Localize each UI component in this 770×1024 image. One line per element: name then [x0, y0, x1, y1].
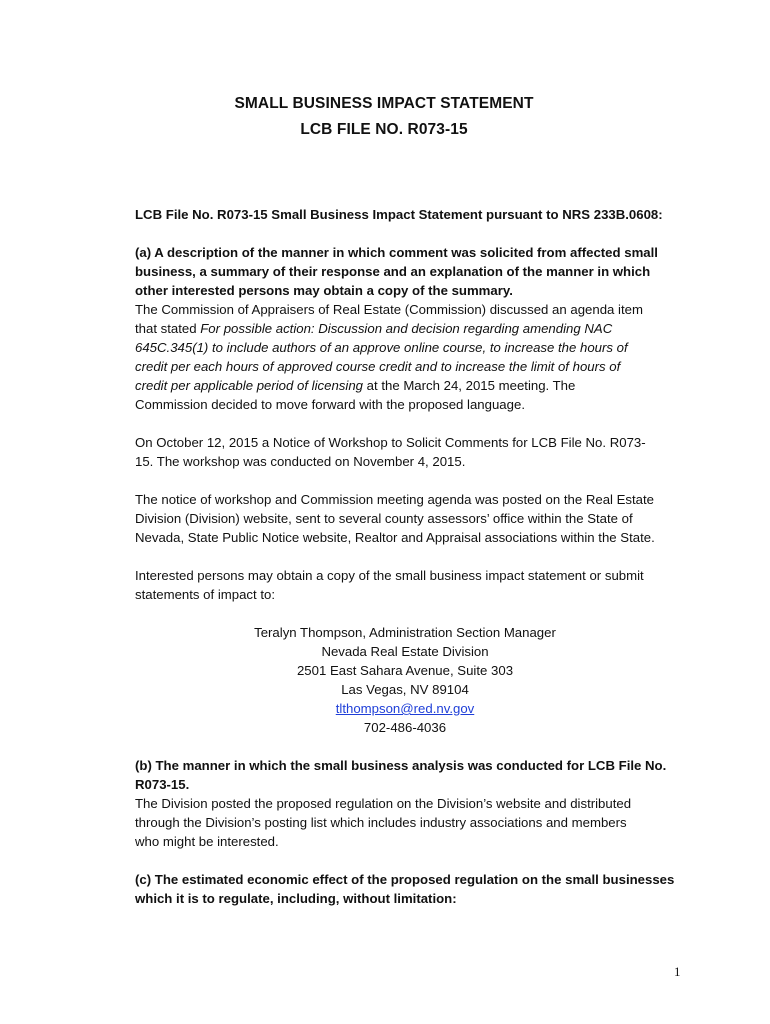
contact-block: [135, 623, 675, 737]
paragraph-line: Commission decided to move forward with the proposed language.: [135, 397, 525, 412]
contact-organization: Nevada Real Estate Division: [321, 644, 489, 659]
paragraph-line: Interested persons may obtain a copy of the small business impact statement or submit: [135, 568, 644, 583]
plain-text: at the March 24, 2015 meeting. The: [363, 378, 576, 393]
paragraph-line: who might be interested.: [135, 834, 279, 849]
paragraph-line: Division (Division) website, sent to several county assessors’ office within the State of: [135, 511, 633, 526]
page-number: 1: [674, 964, 681, 979]
paragraph-line: The Commission of Appraisers of Real Estate (Commission) discussed an agenda item: [135, 302, 643, 317]
italic-line: 645C.345(1) to include authors of an approve online course, to increase the hours of: [135, 340, 628, 355]
italic-text: credit per applicable period of licensing: [135, 378, 363, 393]
italic-text: For possible action: Discussion and decision regarding amending NAC: [200, 321, 613, 336]
section-c-heading-line: (c) The estimated economic effect of the proposed regulation on the small businesses: [135, 872, 675, 887]
document-title: SMALL BUSINESS IMPACT STATEMENT: [234, 95, 534, 112]
section-b-heading-line: (b) The manner in which the small business analysis was conducted for LCB File No.: [135, 758, 667, 773]
paragraph-line: The Division posted the proposed regulation on the Division’s website and distributed: [135, 796, 632, 811]
contact-email-line: [135, 699, 675, 718]
paragraph-line: [135, 319, 685, 338]
contact-email-link[interactable]: tlthompson@red.nv.gov: [335, 701, 475, 716]
paragraph-line: The notice of workshop and Commission meeting agenda was posted on the Real Estate: [135, 492, 655, 507]
paragraph-line: statements of impact to:: [135, 587, 275, 602]
file-number-title: LCB FILE NO. R073-15: [300, 121, 468, 138]
paragraph-line: Nevada, State Public Notice website, Realtor and Appraisal associations within the State.: [135, 530, 655, 545]
section-a-heading-line: (a) A description of the manner in which comment was solicited from affected small: [135, 245, 658, 260]
paragraph-line: through the Division’s posting list which includes industry associations and members: [135, 815, 627, 830]
paragraph-line: On October 12, 2015 a Notice of Workshop to Solicit Comments for LCB File No. R073-: [135, 435, 646, 450]
section-b-heading-line: R073-15.: [135, 777, 190, 792]
contact-city: Las Vegas, NV 89104: [341, 682, 469, 697]
intro-statement: LCB File No. R073-15 Small Business Impact Statement pursuant to NRS 233B.0608:: [135, 207, 663, 222]
section-a-heading-line: other interested persons may obtain a copy of the summary.: [135, 283, 513, 298]
contact-name: Teralyn Thompson, Administration Section Manager: [254, 625, 556, 640]
document-body: [135, 205, 685, 908]
contact-phone: 702-486-4036: [363, 720, 447, 735]
paragraph-line: [135, 376, 685, 395]
section-c-heading-line: which it is to regulate, including, without limitation:: [135, 891, 457, 906]
contact-street: 2501 East Sahara Avenue, Suite 303: [296, 663, 514, 678]
plain-text: that stated: [135, 321, 201, 336]
section-a-heading-line: business, a summary of their response and an explanation of the manner in which: [135, 264, 651, 279]
paragraph-line: 15. The workshop was conducted on November 4, 2015.: [135, 454, 466, 469]
italic-line: credit per each hours of approved course credit and to increase the limit of hours of: [135, 359, 621, 374]
